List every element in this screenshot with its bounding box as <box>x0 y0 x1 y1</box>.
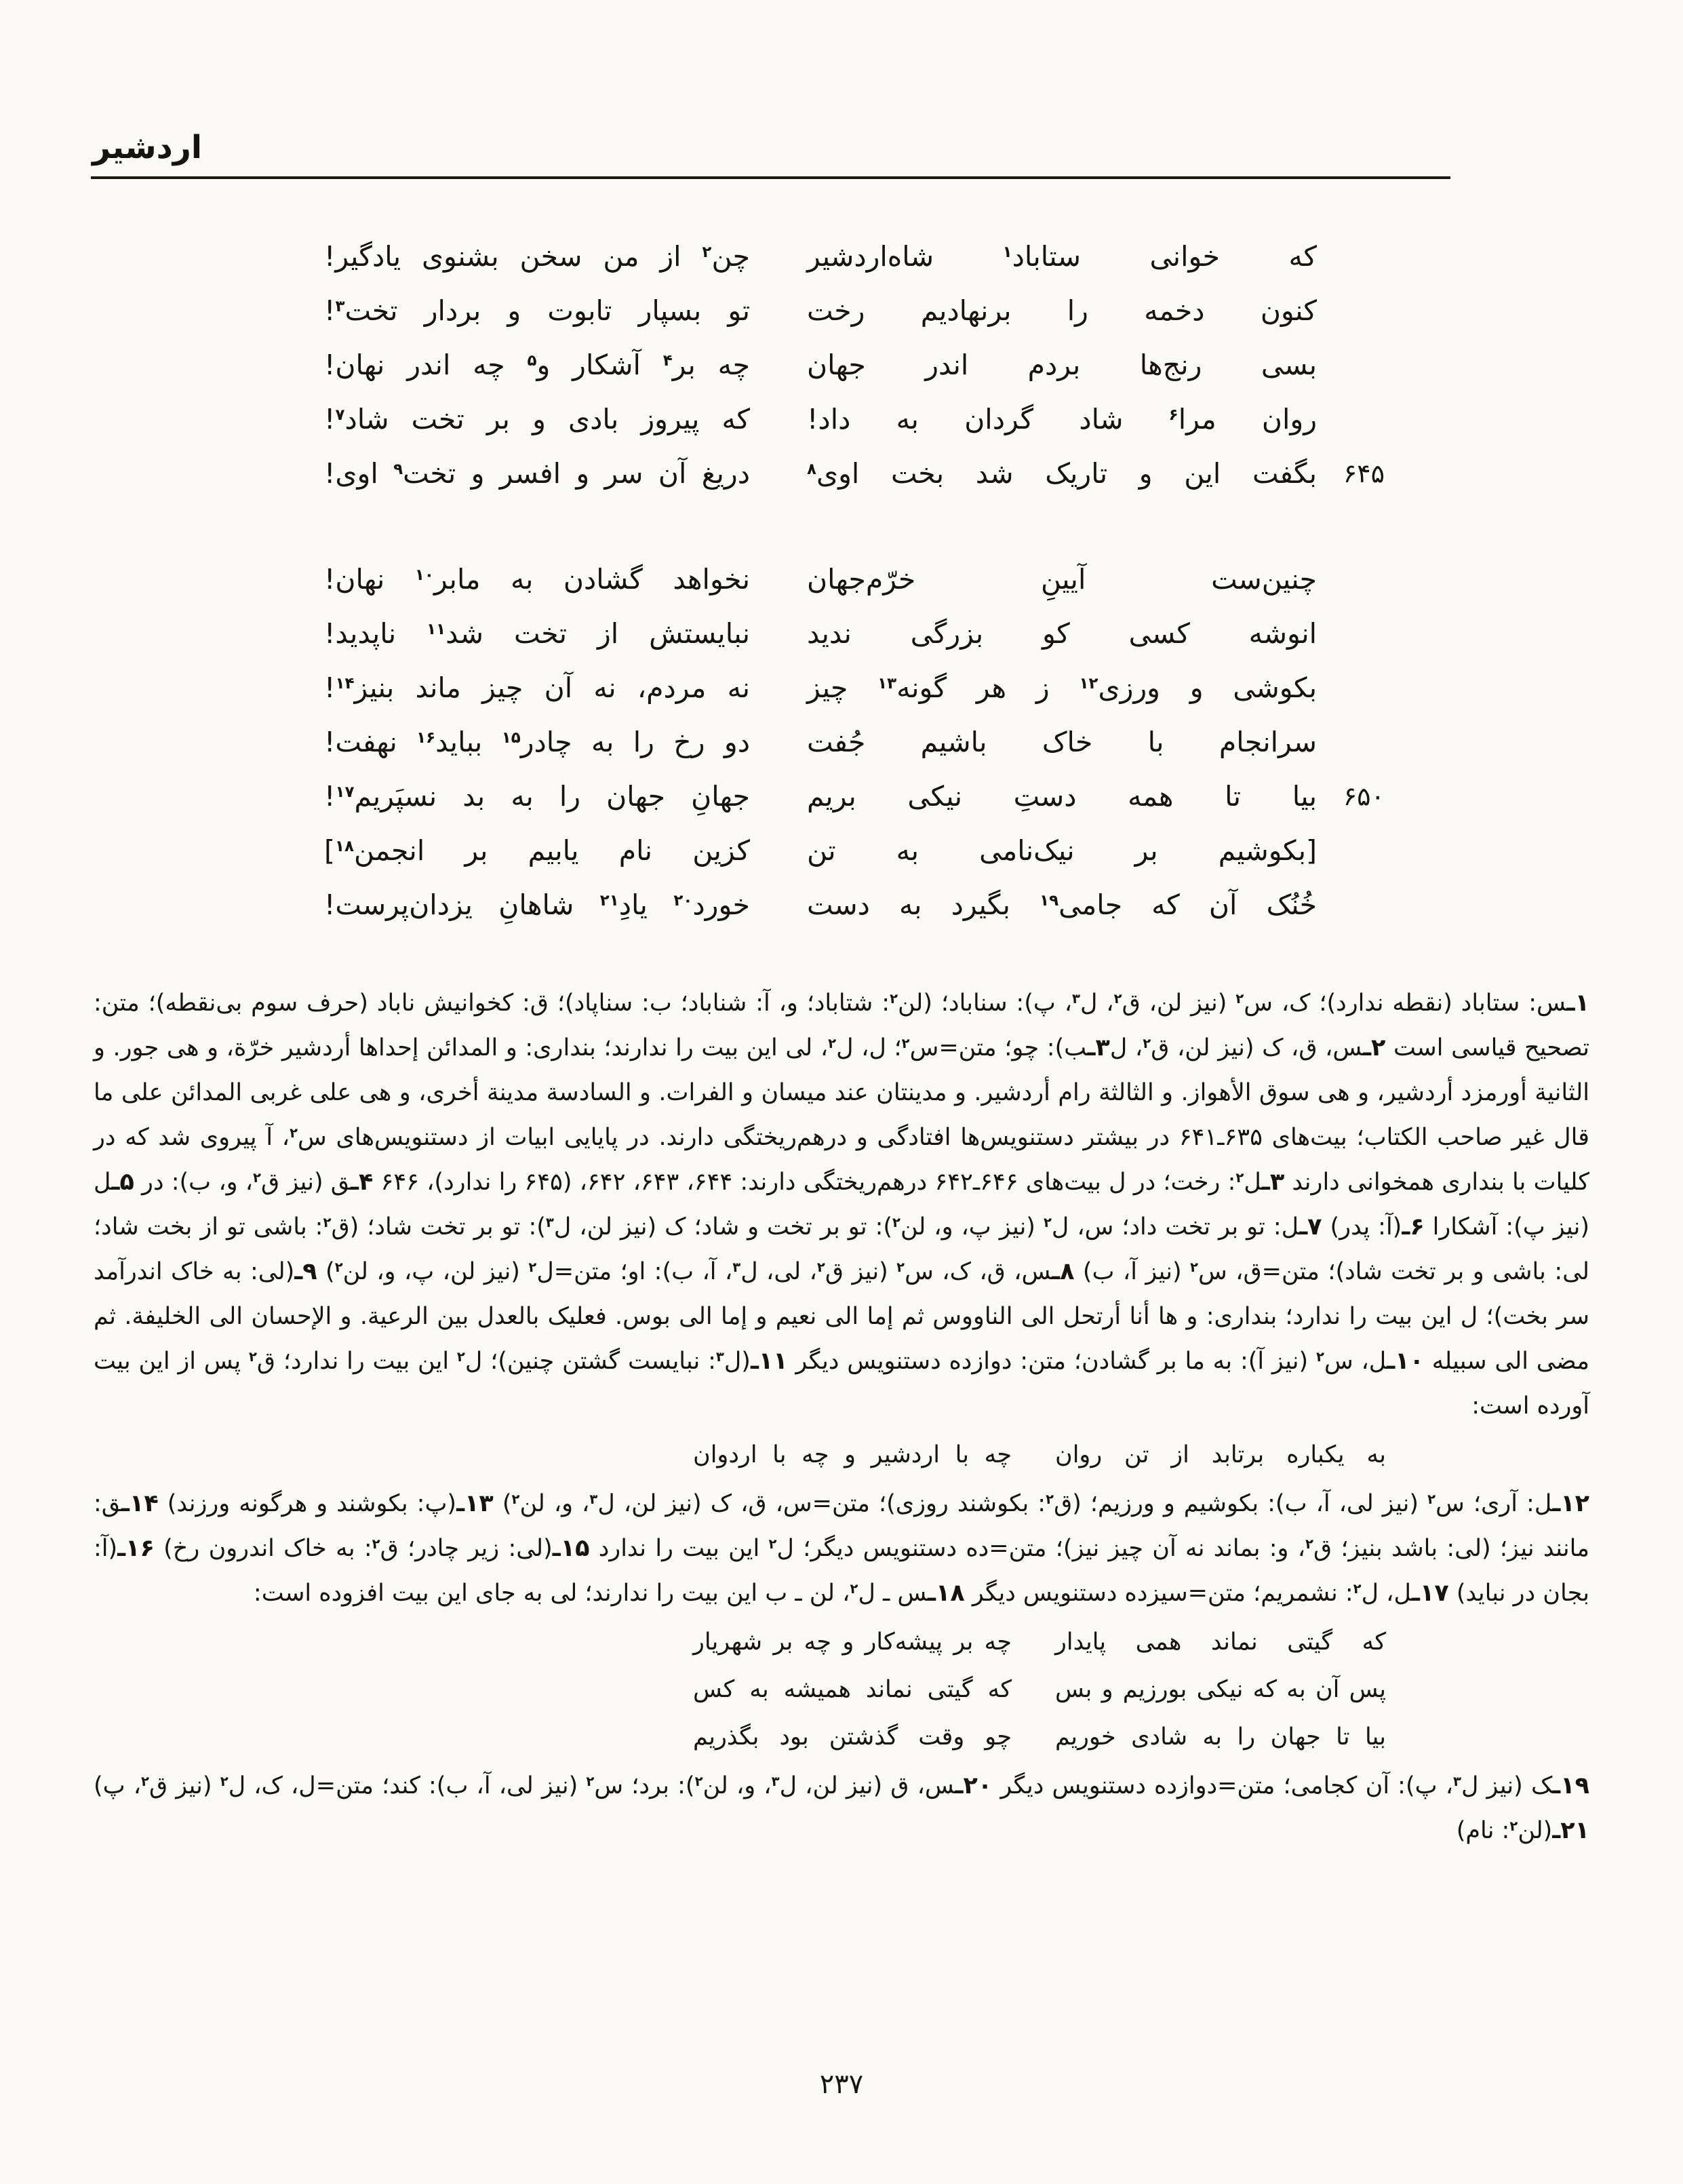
poem-stanza <box>267 552 1385 932</box>
footnote-paragraph: ۱ـس: ستاباد (نقطه ندارد)؛ ک، س$^۲$ (نیز لن، ق$^۲$، ل$^۳$، پ): سناباد؛ (لن$^۲$: شتاباد؛ و، آ: شناباد؛ ب: سناپاد)؛ ق: کخوانیش ناباد (حرف سوم بی‌نقطه)؛ متن: تصحیح قیاسی است ۲ـس، ق، ک (نیز لن، ق$^۲$، ل۳ـب): چو؛ متن=س$^۲$؛ ل، ل$^۲$، لی این بیت را ندارند؛ بنداری: و المدائن إحداها أردشیر خرّة، و هی جور. و الثانیة أورمزد أردشیر، و هی سوق الأهواز. و الثالثة رام أردشیر. و مدینتان عند میسان و الفرات. و السادسة مدینة أخری، و هی علی غربی المدائن علی ما قال غیر صاحب الکتاب؛ بیت‌های ۶۳۵ـ۶۴۱ در بیشتر دستنویس‌ها افتادگی و درهم‌ریختگی دارند. در پایایی ابیات از دستنویس‌های س$^۲$، آ پیروی شد که در کلیات با بنداری همخوانی دارند ۳ـل$^۲$: رخت؛ در ل بیت‌های ۶۴۶ـ۶۴۲ درهم‌ریختگی دارند: ۶۴۴، ۶۴۳، ۶۴۲، (۶۴۵ را ندارد)، ۶۴۶ ۴ـق (نیز ق$^۲$، و، ب): در ۵ـل (نیز پ): آشکارا ۶ـ(آ: پدر) ۷ـل: تو بر تخت داد؛ س، ل$^۲$ (نیز پ، و، لن$^۲$): تو بر تخت و شاد؛ ک (نیز لن، ل$^۳$): تو بر تخت شاد؛ (ق$^۲$: باشی تو از بخت شاد؛ لی: باشی و بر تخت شاد)؛ متن=ق، س$^۲$ (نیز آ، ب) ۸ـس، ق، ک، س$^۲$ (نیز ق$^۲$، لی، ل$^۳$، آ، ب): او؛ متن=ل$^۲$ (نیز لن، پ، و، لن$^۲$) ۹ـ(لی: به خاک اندرآمد سر بخت)؛ ل این بیت را ندارد؛ بنداری: و ها أنا أرتحل الی الناووس ثم إما الی نعیم و إما الی بوس. فعلیک بالعدل بین الرعیة. و الإحسان الی الخلیفة. ثم مضی الی سبیله ۱۰ـل، س$^۲$ (نیز آ): به ما بر گشادن؛ متن: دوازده دستنویس دیگر ۱۱ـ(ل$^۳$: نبایست گشتن چنین)؛ ل$^۲$ این بیت را ندارد؛ ق$^۲$ پس از این بیت آورده است: <box>94 990 1590 1420</box>
poem-section <box>267 229 1385 932</box>
hemistich-left: خورد$^{۲۰}$ یادِ$^{۲۱}$ شاهانِ یزدان‌پرست! <box>324 889 750 921</box>
footnotes-section <box>94 981 1589 1853</box>
hemistich-right: بسی رنج‌ها بردم اندر جهان <box>807 349 1317 381</box>
footnote-paragraph: ۱۲ـل: آری؛ س$^۲$ (نیز لی، آ، ب): بکوشیم و ورزیم؛ (ق$^۲$: بکوشند روزی)؛ متن=س، ق، ک (نیز لن، ل$^۳$، و، لن$^۲$) ۱۳ـ(پ: بکوشند و هرگونه ورزند) ۱۴ـق: مانند نیز؛ (لی: باشد بنیز؛ ق$^۲$، و: بماند نه آن چیز نیز)؛ متن=ده دستنویس دیگر؛ ل$^۲$ این بیت را ندارد ۱۵ـ(لی: زیر چادر؛ ق$^۲$: به خاک اندرون رخ) ۱۶ـ(آ: بجان در نباید) ۱۷ـل، ل$^۲$: نشمریم؛ متن=سیزده دستنویس دیگر ۱۸ـس ـ ل$^۲$، لن ـ ب این بیت را ندارند؛ لی به جای این بیت افزوده است: <box>94 1490 1590 1607</box>
verse-hemistich-right: بیا تا جهان را به شادی خوریم <box>1055 1723 1386 1751</box>
couplet-row <box>267 715 1385 769</box>
hemistich-left: تو بسپار تابوت و بردار تخت$^۳$! <box>324 294 750 327</box>
verse-hemistich-right: که گیتی نماند همی پایدار <box>1055 1629 1386 1656</box>
verse-hemistich-right: به یکباره برتابد از تن روان <box>1055 1441 1386 1468</box>
verse-hemistich-left: چه با اردشیر و چه با اردوان <box>693 1441 1012 1468</box>
verse-hemistich-left: که گیتی نماند همیشه به کس <box>693 1676 1012 1703</box>
footnote-paragraph: ۱۹ـک (نیز ل$^۳$، پ): آن کجامی؛ متن=دوازده دستنویس دیگر ۲۰ـس، ق (نیز لن، ل$^۳$، و، لن$^۲$): برد؛ س$^۲$ (نیز لی، آ، ب): کند؛ متن=ل، ک، ل$^۲$ (نیز ق$^۲$، پ) ۲۱ـ(لن$^۲$: نام) <box>94 1772 1589 1844</box>
poem-stanza <box>267 229 1385 501</box>
footnote-verse-block <box>94 1431 1589 1479</box>
verse-hemistich-right: پس آن به که نیکی بورزیم و بس <box>1055 1676 1386 1703</box>
verse-number <box>1317 392 1385 446</box>
hemistich-left: نخواهد گشادن به مابر$^{۱۰}$ نهان! <box>324 563 750 596</box>
couplet-row <box>267 552 1385 606</box>
couplet-row <box>267 878 1385 932</box>
hemistich-left: کزین نام یابیم بر انجمن$^{۱۸}$] <box>324 834 750 867</box>
hemistich-right: [بکوشیم بر نیک‌نامی به تن <box>807 834 1317 867</box>
hemistich-left: جهانِ جهان را به بد نسپَریم$^{۱۷}$! <box>324 780 750 813</box>
footnote-verse-row <box>94 1666 1589 1713</box>
hemistich-left: دریغ آن سر و افسر و تخت$^۹$ اوی! <box>324 457 750 490</box>
verse-number <box>1317 661 1385 715</box>
hemistich-left: دو رخ را به چادر$^{۱۵}$ بباید$^{۱۶}$ نهفت! <box>324 726 750 758</box>
running-head: اردشیر <box>92 129 202 166</box>
verse-number: ۶۵۰ <box>1343 781 1385 811</box>
verse-number <box>1317 715 1385 769</box>
verse-number <box>1317 338 1385 392</box>
hemistich-right: روان مرا$^۶$ شاد گردان به داد! <box>807 403 1317 435</box>
verse-number <box>1317 823 1385 878</box>
couplet-row <box>267 446 1385 501</box>
hemistich-right: بکوشی و ورزی$^{۱۲}$ ز هر گونه$^{۱۳}$ چیز <box>807 671 1318 704</box>
verse-number: ۶۴۵ <box>1343 459 1385 488</box>
verse-hemistich-left: چه بر پیشه‌کار و چه بر شهریار <box>693 1629 1012 1656</box>
header-rule <box>91 176 1450 179</box>
couplet-row <box>267 606 1385 661</box>
verse-number <box>1317 878 1385 932</box>
footnote-verse-row <box>94 1713 1589 1761</box>
hemistich-right: بیا تا همه دستِ نیکی بریم <box>807 780 1317 813</box>
hemistich-right: کنون دخمه را برنهادیم رخت <box>807 294 1317 327</box>
hemistich-left: چه بر$^۴$ آشکار و$^۵$ چه اندر نهان! <box>324 349 750 381</box>
hemistich-left: که پیروز بادی و بر تخت شاد$^۷$! <box>324 403 750 435</box>
hemistich-right: چنین‌ست آیینِ خرّم‌جهان <box>807 563 1317 596</box>
hemistich-right: بگفت این و تاریک شد بخت اوی$^۸$ <box>807 457 1317 490</box>
couplet-row <box>267 661 1385 715</box>
hemistich-left: نه مردم، نه آن چیز ماند بنیز$^{۱۴}$! <box>324 671 750 704</box>
footnote-verse-block <box>94 1618 1589 1761</box>
hemistich-right: خُنُک آن که جامی$^{۱۹}$ بگیرد به دست <box>807 889 1317 921</box>
couplet-row <box>267 392 1385 446</box>
couplet-row <box>267 229 1385 284</box>
hemistich-right: انوشه کسی کو بزرگی ندید <box>807 617 1317 650</box>
verse-number <box>1317 229 1385 284</box>
hemistich-left: چن$^۲$ از من سخن بشنوی یادگیر! <box>324 240 750 273</box>
footnote-verse-row <box>94 1618 1589 1666</box>
verse-number <box>1317 284 1385 338</box>
couplet-row <box>267 338 1385 392</box>
verse-number <box>1317 552 1385 606</box>
hemistich-left: نبایستش از تخت شد$^{۱۱}$ ناپدید! <box>324 617 750 650</box>
verse-number <box>1317 606 1385 661</box>
footnote-verse-row <box>94 1431 1589 1479</box>
couplet-row <box>267 284 1385 338</box>
couplet-row <box>267 769 1385 823</box>
couplet-row <box>267 823 1385 878</box>
verse-hemistich-left: چو وقت گذشتن بود بگذریم <box>693 1723 1012 1751</box>
hemistich-right: که خوانی ستاباد$^۱$ شاه‌اردشیر <box>807 240 1318 273</box>
hemistich-right: سرانجام با خاک باشیم جُفت <box>807 726 1317 758</box>
page-number: ۲۳۷ <box>819 2069 864 2100</box>
